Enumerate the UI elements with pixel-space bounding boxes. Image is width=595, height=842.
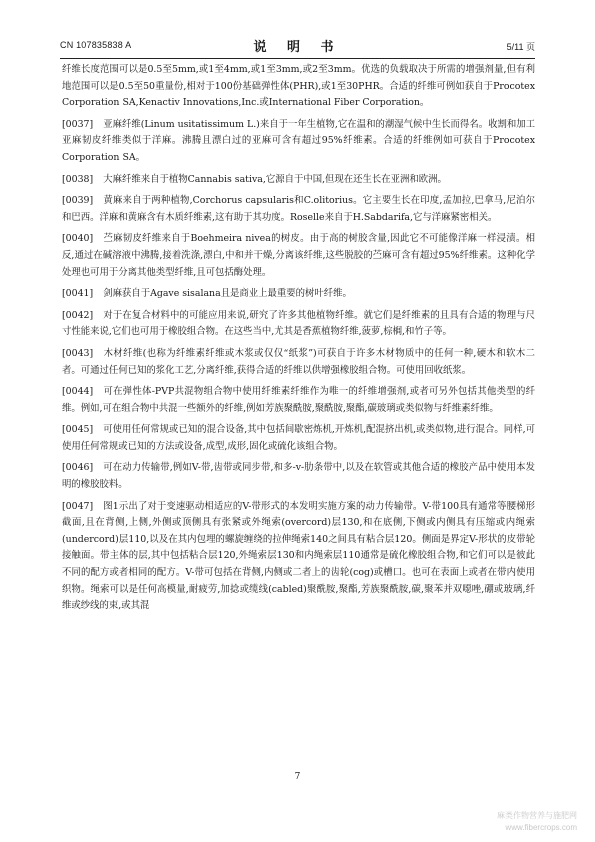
paragraph-number: [0037]	[62, 118, 94, 130]
paragraph	[62, 231, 535, 281]
page-header	[60, 36, 535, 56]
paragraph-text: 纤维长度范围可以是0.5至5mm,或1至4mm,或1至3mm,或2至3mm。优选的负载取决于所需的增强剂量,但有利地范围可以是0.5至50重量份,相对于100份基础弹性体(PHR),或1至30PHR。合适的纤维可例如获自于Procotex Corporation SA,Kenactiv Innovations,Inc.或International Fiber Corporation。	[62, 64, 535, 109]
watermark	[497, 810, 577, 834]
document-body	[62, 62, 535, 620]
paragraph	[62, 499, 535, 615]
paragraph-number: [0042]	[62, 309, 94, 321]
page-indicator: 5/11 页	[506, 42, 535, 52]
paragraph-text: 图1示出了对于变速驱动相适应的V-带形式的本发明实施方案的动力传输带。V-带100具有通常等腰梯形截面,且在背侧,上侧,外侧或顶侧具有张紧或外绳索(overcord)层130,和在底侧,下侧或内侧具有压缩或内绳索(undercord)层110,以及在其内包埋的螺旋缠绕的拉伸绳索140之间具有粘合层120。侧面是界定V-形状的皮带轮接触面。带主体的层,其中包括粘合层120,外绳索层130和内绳索层110通常是硫化橡胶组合物,和它们可以是彼此不同的配方或者相同的配方。V-带可包括在背侧,内侧或二者上的齿轮(cog)或槽口。也可在表面上或者在带内使用织物。绳索可以是任何高模量,耐疲劳,加捻或缆线(cabled)聚酰胺,聚酯,芳族聚酰胺,碳,聚苯并双噁唑,硼或玻璃,纤维或纱线的束,或其混	[62, 500, 535, 612]
paragraph-number: [0045]	[62, 424, 94, 436]
paragraph-number: [0038]	[62, 173, 94, 185]
watermark-line: 麻类作物营养与施肥网	[497, 811, 577, 820]
patent-number: CN 107835838 A	[60, 40, 132, 50]
paragraph-text: 可在动力传输带,例如V-带,齿带或同步带,和多-v-肋条带中,以及在软管或其他合适的橡胶产品中使用本发明的橡胶胶料。	[62, 462, 535, 491]
paragraph	[62, 117, 535, 167]
paragraph-number: [0046]	[62, 462, 94, 474]
paragraph	[62, 422, 535, 455]
paragraph-text: 苎麻韧皮纤维来自于Boehmeira nivea的树皮。由于高的树胶含量,因此它不可能像洋麻一样浸渍。相反,通过在碱溶液中沸腾,接着洗涤,漂白,中和并干燥,分离该纤维,这些脱胶的苎麻可含有超过95%纤维素。这种化学处理也可用于分离其他类型纤维,且可包括酶处理。	[62, 233, 535, 278]
paragraph-text: 黄麻来自于两种植物,Corchorus capsularis和C.olitorius。它主要生长在印度,孟加拉,巴拿马,尼泊尔和巴西。洋麻和黄麻含有木质纤维素,这有助于其功度。Roselle来自于H.Sabdarifa,它与洋麻紧密相关。	[62, 195, 535, 223]
paragraph-text: 亚麻纤维(Linum usitatissimum L.)来自于一年生植物,它在温和的潮湿气候中生长而得名。收割和加工亚麻韧皮纤维类似于洋麻。沸腾且漂白过的亚麻可含有超过95%纤维素。合适的纤维例如可获自于Procotex Corporation SA。	[62, 118, 535, 163]
paragraph-number: [0044]	[62, 386, 94, 398]
paragraph-text: 对于在复合材料中的可能应用来说,研究了许多其他植物纤维。就它们是纤维素的且具有合适的物理与尺寸性能来说,它们也可用于橡胶组合物。在这些当中,尤其是香蕉植物纤维,菠萝,棕榈,和竹子等。	[62, 309, 535, 338]
page-number: 7	[294, 772, 301, 782]
paragraph	[62, 286, 535, 303]
document-title: 说 明 书	[253, 40, 342, 55]
paragraph	[62, 193, 535, 226]
header-rule	[60, 58, 535, 59]
paragraph	[62, 172, 535, 189]
paragraph-text: 可使用任何常规或已知的混合设备,其中包括间歇密炼机,开炼机,配混挤出机,或类似物,进行混合。同样,可使用任何常规或已知的方法或设备,成型,成形,固化或硫化该组合物。	[62, 424, 535, 452]
watermark-url: www.fibercrops.com	[505, 823, 577, 832]
paragraph-number: [0043]	[62, 347, 94, 359]
paragraph-number: [0047]	[62, 500, 94, 512]
paragraph	[62, 346, 535, 379]
paragraph-number: [0041]	[62, 288, 94, 300]
paragraph-number: [0039]	[62, 195, 94, 207]
paragraph	[62, 62, 535, 112]
paragraph	[62, 308, 535, 341]
paragraph-number: [0040]	[62, 233, 94, 245]
paragraph	[62, 460, 535, 493]
paragraph-text: 剑麻获自于Agave sisalana且是商业上最重要的树叶纤维。	[103, 288, 352, 300]
paragraph-text: 大麻纤维来自于植物Cannabis sativa,它源自于中国,但现在还生长在亚洲和欧洲。	[103, 173, 447, 185]
paragraph-text: 木材纤维(也称为纤维素纤维或木浆或仅仅“纸浆”)可获自于许多木材物质中的任何一种,硬木和软木二者。可通过任何已知的浆化工艺,分离纤维,获得合适的纤维以供增强橡胶组合物。可使用回收纸浆。	[62, 347, 535, 376]
paragraph	[62, 384, 535, 417]
paragraph-text: 可在弹性体-PVP共混物组合物中使用纤维素纤维作为唯一的纤维增强剂,或者可另外包括其他类型的纤维。例如,可在组合物中共混一些额外的纤维,例如芳族聚酰胺,聚酰胺,聚酯,碳玻璃或类似物与纤维素纤维。	[62, 386, 535, 414]
